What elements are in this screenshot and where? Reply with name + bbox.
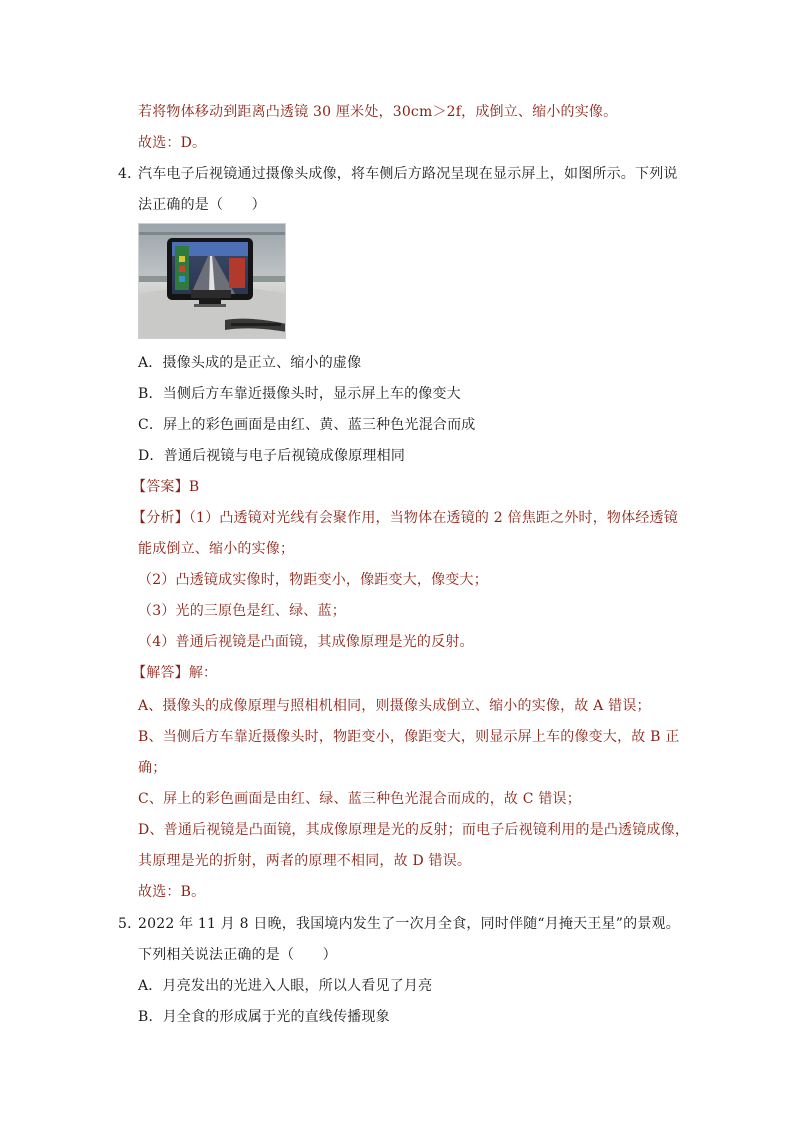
q5-stem-line2: 下列相关说法正确的是（ ） xyxy=(138,947,337,963)
q4-analysis-line4: （3）光的三原色是红、绿、蓝； xyxy=(138,603,346,619)
q4-solution-a: A、摄像头的成像原理与照相机相同，则摄像头成倒立、缩小的实像，故 A 错误； xyxy=(138,698,651,714)
prev-conclusion: 故选：D。 xyxy=(138,135,207,151)
q4-option-a: A．摄像头成的是正立、缩小的虚像 xyxy=(138,355,362,371)
answer-value: B xyxy=(188,479,200,495)
q4-stem-line1: 汽车电子后视镜通过摄像头成像，将车侧后方路况呈现在显示屏上，如图所示。下列说 xyxy=(138,166,678,182)
q4-analysis-line1 xyxy=(132,509,678,527)
q4-solution-b-line1: B、当侧后方车靠近摄像头时，物距变小，像距变大，则显示屏上车的像变大，故 B 正 xyxy=(138,729,680,745)
q4-solution-d-line1: D、普通后视镜是凸面镜，其成像原理是光的反射；而电子后视镜利用的是凸透镜成像， xyxy=(138,822,690,838)
q4-stem-line2: 法正确的是（ ） xyxy=(138,197,266,213)
q4-answer xyxy=(132,478,199,496)
analysis-tag: 【分析】 xyxy=(132,510,189,526)
q4-conclusion: 故选：B。 xyxy=(138,884,206,900)
q4-number: 4． xyxy=(118,166,142,182)
q4-option-c: C．屏上的彩色画面是由红、黄、蓝三种色光混合而成 xyxy=(138,417,476,433)
q4-analysis-line3: （2）凸透镜成实像时，物距变小，像距变大，像变大； xyxy=(138,572,488,588)
q4-solution-d-line2: 其原理是光的折射，两者的原理不相同，故 D 错误。 xyxy=(138,853,472,869)
q5-option-a: A．月亮发出的光进入人眼，所以人看见了月亮 xyxy=(138,978,433,994)
solution-intro: 解： xyxy=(188,665,218,681)
q4-solution-c: C、屏上的彩色画面是由红、绿、蓝三种色光混合而成的，故 C 错误； xyxy=(138,791,581,807)
car-mirror-illustration xyxy=(139,224,286,339)
analysis-text-1: （1）凸透镜对光线有会聚作用，当物体在透镜的 2 倍焦距之外时，物体经透镜 xyxy=(188,510,678,526)
q5-stem-line1: 2022 年 11 月 8 日晚，我国境内发生了一次月全食，同时伴随“月掩天王星”的景观。 xyxy=(138,916,680,932)
q4-solution-header xyxy=(132,664,217,682)
q5-number: 5． xyxy=(118,916,142,932)
q5-option-b: B．月全食的形成属于光的直线传播现象 xyxy=(138,1009,390,1025)
q4-analysis-line5: （4）普通后视镜是凸面镜，其成像原理是光的反射。 xyxy=(138,634,474,650)
car-dashboard-photo xyxy=(138,223,286,339)
q4-option-d: D．普通后视镜与电子后视镜成像原理相同 xyxy=(138,448,406,464)
answer-tag: 【答案】 xyxy=(132,479,189,495)
q4-analysis-line2: 能成倒立、缩小的实像； xyxy=(138,541,295,557)
prev-answer-line: 若将物体移动到距离凸透镜 30 厘米处，30cm＞2f，成倒立、缩小的实像。 xyxy=(138,104,618,120)
q4-option-b: B．当侧后方车靠近摄像头时，显示屏上车的像变大 xyxy=(138,386,461,402)
q4-solution-b-line2: 确； xyxy=(138,760,167,776)
solution-tag: 【解答】 xyxy=(132,665,189,681)
